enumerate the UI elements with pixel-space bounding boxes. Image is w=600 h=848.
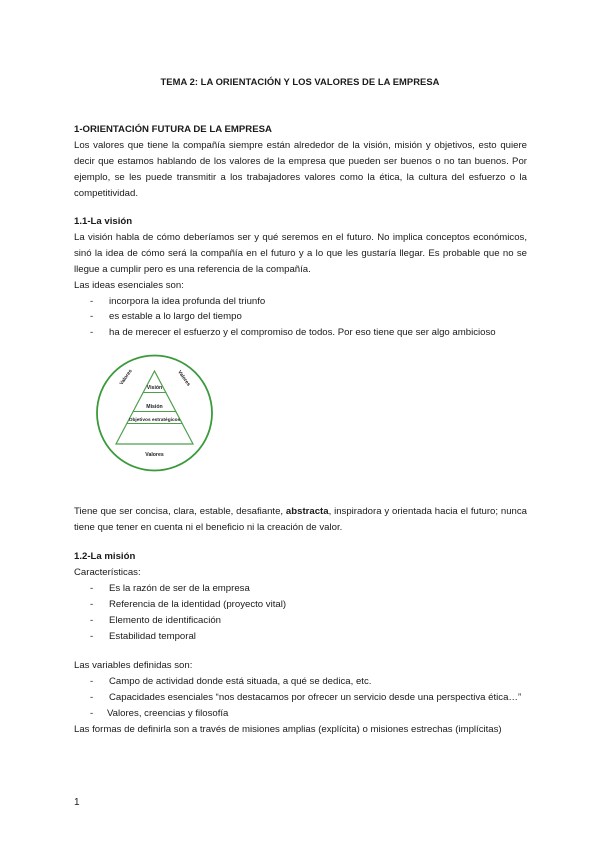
list-item: - ha de merecer el esfuerzo y el compromiso de todos. Por eso tiene que ser algo ambicioso: [74, 325, 527, 341]
values-pyramid-diagram: [94, 352, 215, 474]
list-item: - Estabilidad temporal: [74, 629, 527, 645]
section-vision: [74, 214, 527, 341]
ideas-list: [74, 294, 527, 342]
ring-label-valores-bottom: Valores: [145, 452, 164, 458]
list-item: - Referencia de la identidad (proyecto vital): [74, 597, 527, 613]
ring-label-valores-right: Valores: [176, 369, 192, 388]
characteristics-list: [74, 581, 527, 645]
list-item: - Es la razón de ser de la empresa: [74, 581, 527, 597]
pyramid-label-mision: Misión: [146, 404, 163, 410]
document-title: TEMA 2: LA ORIENTACIÓN Y LOS VALORES DE LA EMPRESA: [160, 76, 440, 87]
summary-bold-word: abstracta: [285, 506, 329, 517]
summary-text: , inspiradora y orientada hacia el futuro; nunca tiene que tener en cuenta ni el beneficio ni la creación de valor.: [74, 506, 528, 533]
section-orientacion: [74, 122, 527, 202]
ideas-intro: Las ideas esenciales son:: [74, 279, 184, 291]
ring-label-valores-left: Valores: [118, 368, 134, 387]
section-paragraph: Los valores que tiene la compañía siempre están alrededor de la visión, misión y objetivos, esto quiere decir que estamos hablando de los valores de la empresa que pueden ser buenos o no tan buenos. Por ejemplo, se les puede transmitir a los trabajadores valores como la ética, la cultura del esfuerzo o la competitividad.: [74, 139, 527, 199]
list-item: - incorpora la idea profunda del triunfo: [74, 294, 527, 310]
section-heading: 1.2-La misión: [74, 551, 136, 562]
characteristics-intro: Características:: [74, 566, 141, 578]
summary-text: Tiene que ser concisa, clara, estable, desafiante,: [74, 506, 286, 517]
list-item: - Elemento de identificación: [74, 613, 527, 629]
pyramid-label-vision: Visión: [146, 385, 163, 391]
section-heading: 1.1-La visión: [74, 216, 133, 227]
list-item: - Campo de actividad donde está situada, a qué se dedica, etc.: [74, 674, 527, 690]
variables-list: [74, 674, 527, 722]
closing-paragraph: Las formas de definirla son a través de misiones amplias (explícita) o misiones estrechas (implícitas): [74, 723, 502, 735]
list-item: - Capacidades esenciales “nos destacamos por ofrecer un servicio desde una perspectiva ética…”: [74, 690, 527, 706]
variables-intro: Las variables definidas son:: [74, 660, 193, 671]
section-mision: [74, 549, 527, 644]
pyramid-label-objetivos: Objetivos estratégicos: [128, 418, 181, 423]
page-number: 1: [74, 797, 80, 808]
vision-summary: [74, 504, 527, 536]
section-heading: 1-ORIENTACIÓN FUTURA DE LA EMPRESA: [74, 124, 272, 135]
list-item: - es estable a lo largo del tiempo: [74, 309, 527, 325]
list-item: - Valores, creencias y filosofía: [74, 706, 527, 722]
section-paragraph: La visión habla de cómo deberíamos ser y qué seremos en el futuro. No implica conceptos económicos, sinó la idea de cómo será la compañía en el futuro y a lo que les gustaría llegar. Es probable que no se llegue a cumplir pero es una referencia de la compañía.: [74, 231, 527, 275]
variables-block: [74, 658, 527, 738]
